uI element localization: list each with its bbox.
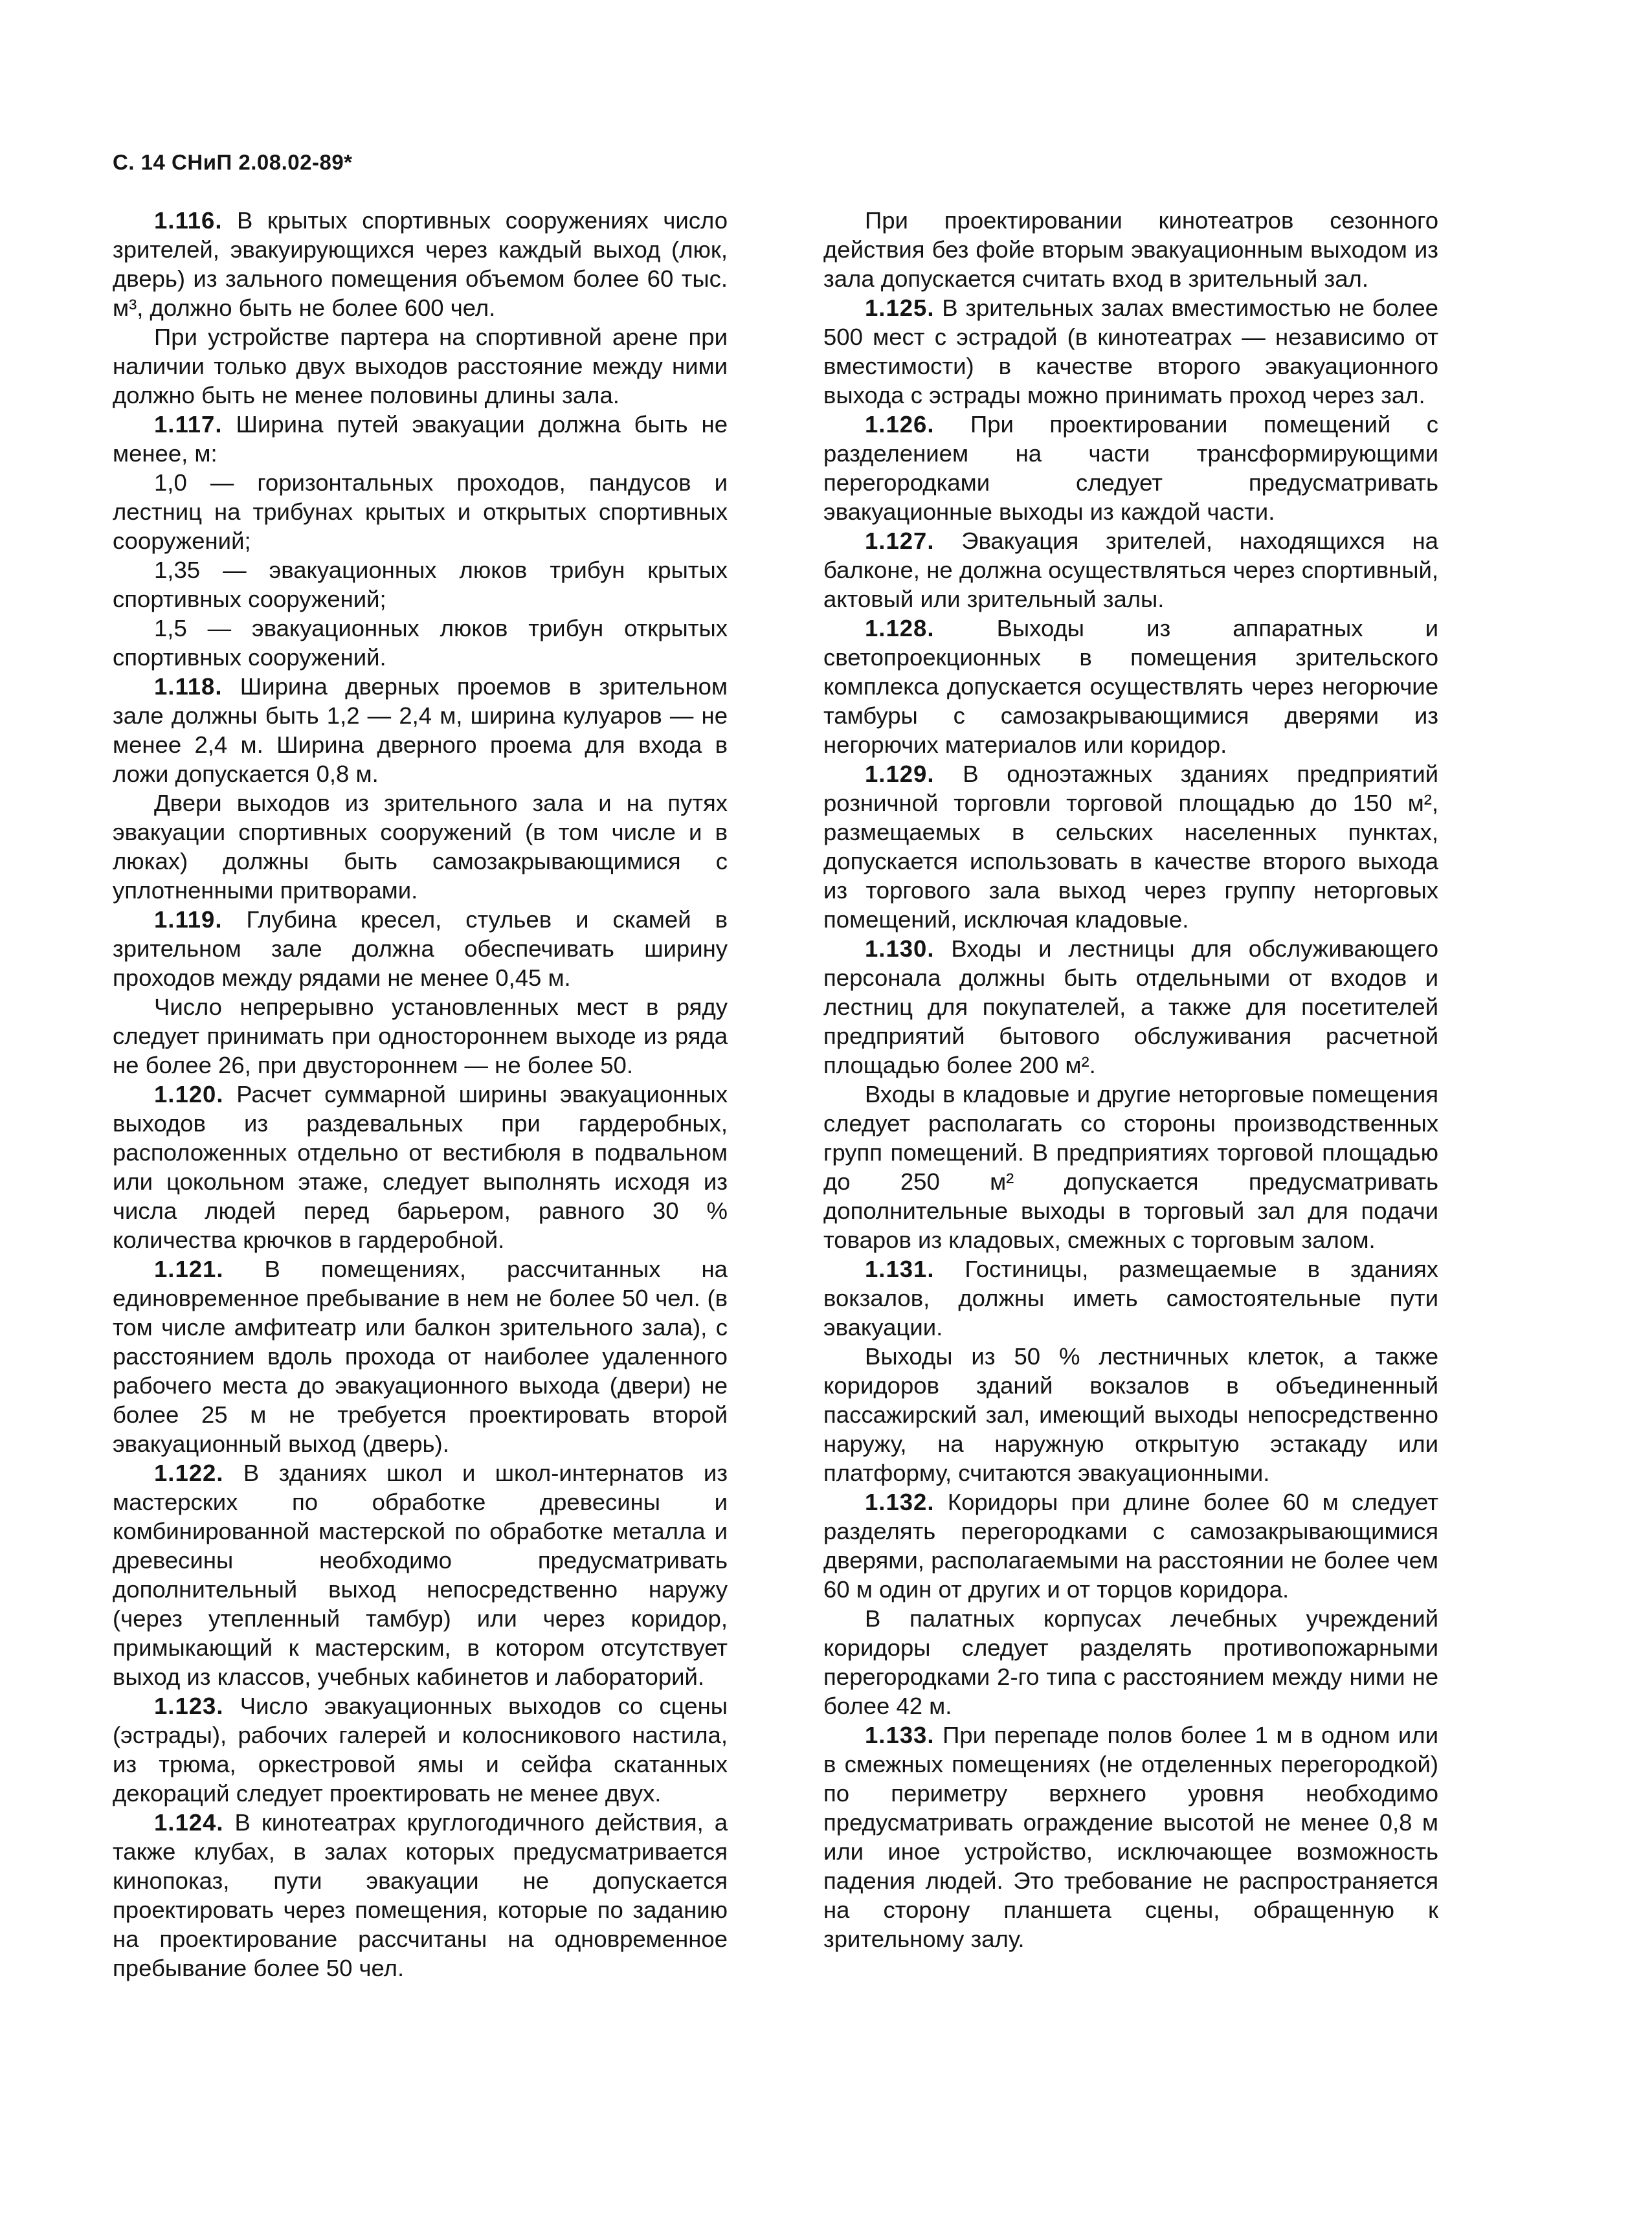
clause-number: 1.119. bbox=[154, 906, 223, 933]
clause-text: Глубина кресел, стульев и скамей в зрительном зале должна обеспечивать ширину проходов между рядами не менее 0,45 м. bbox=[113, 906, 728, 991]
clause-number: 1.133. bbox=[865, 1722, 935, 1748]
clause-text: В зданиях школ и школ-интернатов из мастерских по обработке древесины и комбинированной мастерской по обработке металла и древесины необходимо предусматривать дополнительный выход непосредственно наружу (через утепленный тамбур) или через коридор, примыкающий к мастерским, в котором отсутствует выход из классов, учебных кабинетов и лабораторий. bbox=[113, 1460, 728, 1690]
clause-number: 1.120. bbox=[154, 1081, 224, 1107]
clause-paragraph bbox=[113, 1458, 728, 1691]
running-head: С. 14 СНиП 2.08.02-89* bbox=[113, 150, 353, 174]
clause-text: В кинотеатрах круглогодичного действия, а также клубах, в залах которых предусматривается кинопоказ, пути эвакуации не допускается проектировать через помещения, которые по заданию на проектирование рассчитаны на одновременное пребывание более 50 чел. bbox=[113, 1809, 728, 1981]
clause-number: 1.122. bbox=[154, 1460, 224, 1486]
paragraph-text: При проектировании кинотеатров сезонного действия без фойе вторым эвакуационным выходом из зала допускается считать вход в зрительный зал. bbox=[823, 207, 1438, 292]
clause-text: В одноэтажных зданиях предприятий розничной торговли торговой площадью до 150 м², размещаемых в сельских населенных пунктах, допускается использовать в качестве второго выхода из торгового зала выход через группу неторговых помещений, исключая кладовые. bbox=[823, 761, 1438, 933]
clause-number: 1.121. bbox=[154, 1256, 224, 1282]
clause-paragraph bbox=[113, 905, 728, 992]
clause-paragraph bbox=[113, 1254, 728, 1458]
paragraph-text: В палатных корпусах лечебных учреждений коридоры следует разделять противопожарными перегородками 2-го типа с расстоянием между ними не более 42 м. bbox=[823, 1605, 1438, 1719]
list-item bbox=[113, 555, 728, 614]
paragraph bbox=[823, 206, 1438, 293]
clause-text: Ширина дверных проемов в зрительном зале должны быть 1,2 — 2,4 м, ширина кулуаров — не менее 2,4 м. Ширина дверного проема для входа в ложи допускается 0,8 м. bbox=[113, 673, 728, 787]
clause-number: 1.129. bbox=[865, 761, 935, 787]
clause-paragraph bbox=[823, 526, 1438, 614]
clause-paragraph bbox=[113, 1808, 728, 1983]
clause-paragraph bbox=[823, 934, 1438, 1080]
paragraph-text: При устройстве партера на спортивной арене при наличии только двух выходов расстояние между ними должно быть не менее половины длины зала. bbox=[113, 324, 728, 408]
list-item bbox=[113, 468, 728, 555]
paragraph bbox=[113, 992, 728, 1080]
clause-number: 1.125. bbox=[865, 295, 935, 321]
clause-text: При проектировании помещений с разделением на части трансформирующими перегородками следует предусматривать эвакуационные выходы из каждой части. bbox=[823, 411, 1438, 525]
list-item-text: 1,35 — эвакуационных люков трибун крытых спортивных сооружений; bbox=[113, 557, 728, 612]
clause-number: 1.116. bbox=[154, 207, 223, 234]
paragraph bbox=[823, 1604, 1438, 1720]
paragraph-text: Двери выходов из зрительного зала и на путях эвакуации спортивных сооружений (в том числе и в люках) должны быть самозакрывающимися с уплотненными притворами. bbox=[113, 790, 728, 904]
clause-paragraph bbox=[823, 410, 1438, 526]
clause-text: Выходы из аппаратных и светопроекционных в помещения зрительского комплекса допускается осуществлять через негорючие тамбуры с самозакрывающимися дверями из негорючих материалов или коридор. bbox=[823, 615, 1438, 758]
clause-text: В помещениях, рассчитанных на единовременное пребывание в нем не более 50 чел. (в том числе амфитеатр или балкон зрительного зала), с расстоянием вдоль прохода от наиболее удаленного рабочего места до эвакуационного выхода (двери) не более 25 м не требуется проектировать второй эвакуационный выход (дверь). bbox=[113, 1256, 728, 1457]
clause-number: 1.124. bbox=[154, 1809, 224, 1836]
paragraph-text: Входы в кладовые и другие неторговые помещения следует располагать со стороны производственных групп помещений. В предприятиях торговой площадью до 250 м² допускается предусматривать дополнительные выходы в торговый зал для подачи товаров из кладовых, смежных с торговым залом. bbox=[823, 1081, 1438, 1253]
clause-paragraph bbox=[823, 614, 1438, 759]
clause-number: 1.117. bbox=[154, 411, 223, 438]
clause-paragraph bbox=[823, 1720, 1438, 1953]
clause-text: Расчет суммарной ширины эвакуационных выходов из раздевальных при гардеробных, расположенных отдельно от вестибюля в подвальном или цокольном этаже, следует выполнять исходя из числа людей перед барьером, равного 30 % количества крючков в гардеробной. bbox=[113, 1081, 728, 1253]
clause-number: 1.131. bbox=[865, 1256, 935, 1282]
clause-text: Гостиницы, размещаемые в зданиях вокзалов, должны иметь самостоятельные пути эвакуации. bbox=[823, 1256, 1438, 1341]
clause-text: В крытых спортивных сооружениях число зрителей, эвакуирующихся через каждый выход (люк, дверь) из зального помещения объемом более 60 тыс. м³, должно быть не более 600 чел. bbox=[113, 207, 728, 321]
clause-text: Эвакуация зрителей, находящихся на балконе, не должна осуществляться через спортивный, актовый или зрительный залы. bbox=[823, 528, 1438, 612]
clause-text: Входы и лестницы для обслуживающего персонала должны быть отдельными от входов и лестниц для покупателей, а также для посетителей предприятий бытового обслуживания расчетной площадью более 200 м². bbox=[823, 935, 1438, 1078]
clause-text: Число эвакуационных выходов со сцены (эстрады), рабочих галерей и колосникового настила, из трюма, оркестровой ямы и сейфа скатанных декораций следует проектировать не менее двух. bbox=[113, 1693, 728, 1807]
clause-number: 1.118. bbox=[154, 673, 223, 700]
paragraph bbox=[113, 788, 728, 905]
clause-number: 1.128. bbox=[865, 615, 935, 641]
clause-text: В зрительных залах вместимостью не более 500 мест с эстрадой (в кинотеатрах — независимо от вместимости) в качестве второго эвакуационного выхода с эстрады можно принимать проход через зал. bbox=[823, 295, 1438, 408]
list-item-text: 1,5 — эвакуационных люков трибун открытых спортивных сооружений. bbox=[113, 615, 728, 671]
paragraph bbox=[113, 322, 728, 410]
left-column bbox=[113, 206, 728, 1983]
clause-number: 1.130. bbox=[865, 935, 935, 962]
paragraph bbox=[823, 1080, 1438, 1254]
list-item bbox=[113, 614, 728, 672]
clause-paragraph bbox=[823, 293, 1438, 410]
clause-paragraph bbox=[113, 410, 728, 468]
clause-paragraph bbox=[113, 672, 728, 788]
list-item-text: 1,0 — горизонтальных проходов, пандусов и лестниц на трибунах крытых и открытых спортивных сооружений; bbox=[113, 469, 728, 554]
clause-paragraph bbox=[823, 1487, 1438, 1604]
clause-text: При перепаде полов более 1 м в одном или в смежных помещениях (не отделенных перегородкой) по периметру верхнего уровня необходимо предусматривать ограждение высотой не менее 0,8 м или иное устройство, исключающее возможность падения людей. Это требование не распространяется на сторону планшета сцены, обращенную к зрительному залу. bbox=[823, 1722, 1438, 1952]
clause-text: Ширина путей эвакуации должна быть не менее, м: bbox=[113, 411, 728, 467]
paragraph bbox=[823, 1342, 1438, 1487]
paragraph-text: Выходы из 50 % лестничных клеток, а также коридоров зданий вокзалов в объединенный пассажирский зал, имеющий выходы непосредственно наружу, на наружную открытую эстакаду или платформу, считаются эвакуационными. bbox=[823, 1343, 1438, 1486]
clause-number: 1.123. bbox=[154, 1693, 224, 1719]
clause-text: Коридоры при длине более 60 м следует разделять перегородками с самозакрывающимися дверями, располагаемыми на расстоянии не более чем 60 м один от других и от торцов коридора. bbox=[823, 1489, 1438, 1603]
paragraph-text: Число непрерывно установленных мест в ряду следует принимать при одностороннем выходе из ряда не более 26, при двустороннем — не более 50. bbox=[113, 994, 728, 1078]
clause-number: 1.126. bbox=[865, 411, 935, 438]
clause-paragraph bbox=[113, 1080, 728, 1254]
clause-paragraph bbox=[113, 206, 728, 322]
clause-paragraph bbox=[113, 1691, 728, 1808]
clause-paragraph bbox=[823, 1254, 1438, 1342]
clause-number: 1.127. bbox=[865, 528, 935, 554]
right-column bbox=[823, 206, 1438, 1953]
clause-number: 1.132. bbox=[865, 1489, 935, 1515]
clause-paragraph bbox=[823, 759, 1438, 934]
